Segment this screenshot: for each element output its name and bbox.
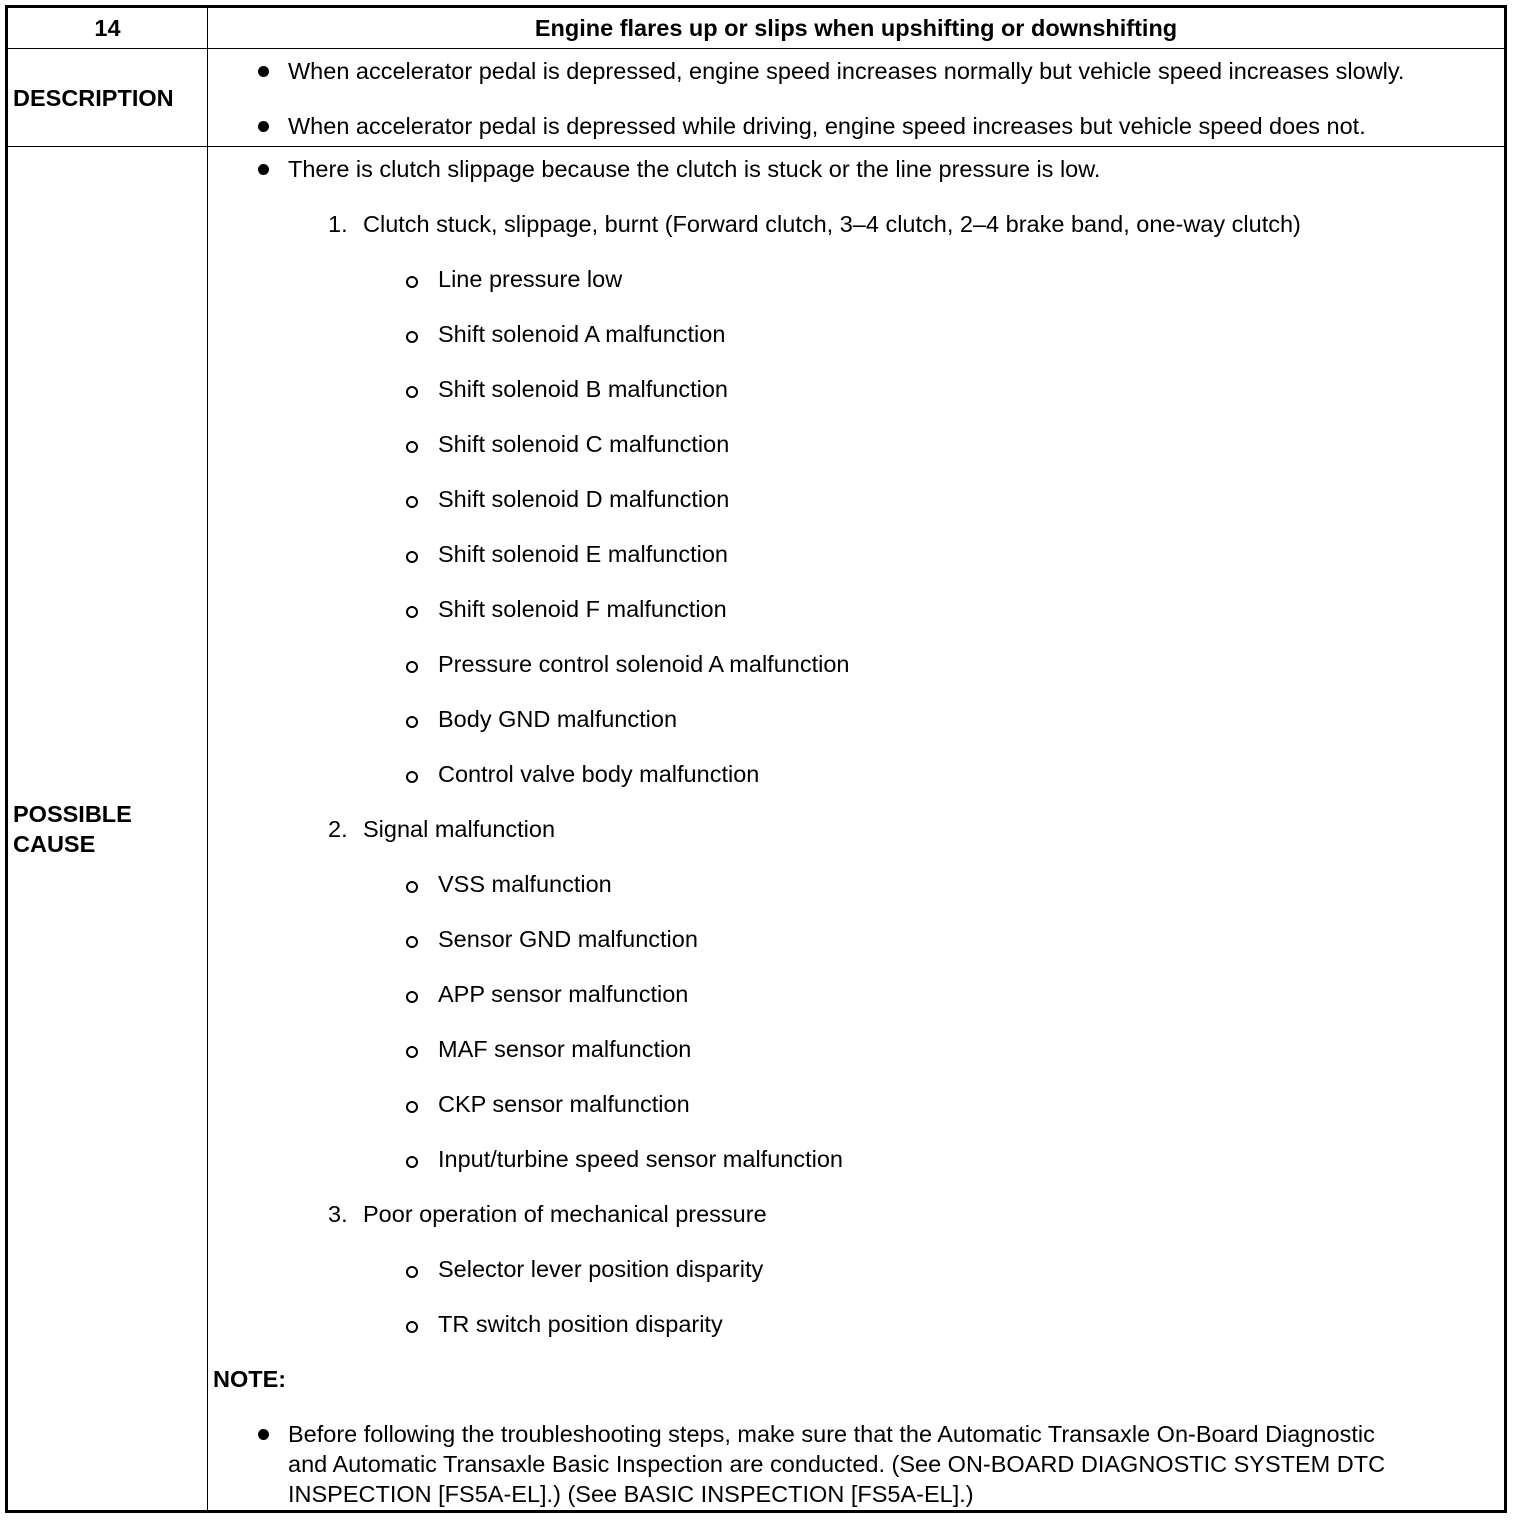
circle-bullet-icon	[406, 386, 418, 398]
circle-bullet-icon	[406, 661, 418, 673]
cause-group-number: 3.	[328, 1201, 348, 1227]
circle-bullet-icon	[406, 496, 418, 508]
cause-item: VSS malfunction	[438, 871, 612, 897]
cause-item: Body GND malfunction	[438, 706, 678, 732]
cause-item: Shift solenoid E malfunction	[438, 541, 728, 567]
description-label: DESCRIPTION	[13, 85, 174, 111]
cause-item: Line pressure low	[438, 266, 623, 292]
cause-item: APP sensor malfunction	[438, 981, 689, 1007]
description-item: When accelerator pedal is depressed, engine speed increases normally but vehicle speed increases slowly.	[288, 58, 1405, 84]
circle-bullet-icon	[406, 1156, 418, 1168]
cause-group-number: 2.	[328, 816, 348, 842]
bullet-icon	[258, 121, 269, 132]
circle-bullet-icon	[406, 1101, 418, 1113]
description-divider	[8, 146, 1504, 147]
circle-bullet-icon	[406, 606, 418, 618]
circle-bullet-icon	[406, 331, 418, 343]
bullet-icon	[258, 164, 269, 175]
cause-group-title: Poor operation of mechanical pressure	[363, 1201, 767, 1227]
circle-bullet-icon	[406, 771, 418, 783]
circle-bullet-icon	[406, 551, 418, 563]
cause-item: Control valve body malfunction	[438, 761, 760, 787]
cause-item: Input/turbine speed sensor malfunction	[438, 1146, 843, 1172]
circle-bullet-icon	[406, 936, 418, 948]
cause-group-title: Clutch stuck, slippage, burnt (Forward clutch, 3–4 clutch, 2–4 brake band, one-way clutch)	[363, 211, 1301, 237]
cause-group-number: 1.	[328, 211, 348, 237]
bullet-icon	[258, 66, 269, 77]
cause-item: MAF sensor malfunction	[438, 1036, 692, 1062]
circle-bullet-icon	[406, 441, 418, 453]
note-line: INSPECTION [FS5A-EL].) (See BASIC INSPECTION [FS5A-EL].)	[288, 1481, 974, 1507]
circle-bullet-icon	[406, 716, 418, 728]
circle-bullet-icon	[406, 991, 418, 1003]
note-label: NOTE:	[213, 1366, 287, 1392]
note-line: Before following the troubleshooting steps, make sure that the Automatic Transaxle On-Board Diagnostic	[288, 1421, 1375, 1447]
symptom-number: 14	[94, 15, 121, 41]
circle-bullet-icon	[406, 1046, 418, 1058]
circle-bullet-icon	[406, 1266, 418, 1278]
possible-cause-label-line1: POSSIBLE	[13, 801, 132, 827]
cause-item: Sensor GND malfunction	[438, 926, 698, 952]
circle-bullet-icon	[406, 881, 418, 893]
cause-item: Pressure control solenoid A malfunction	[438, 651, 850, 677]
symptom-title: Engine flares up or slips when upshifting or downshifting	[534, 15, 1178, 41]
cause-item: Shift solenoid B malfunction	[438, 376, 728, 402]
note-line: and Automatic Transaxle Basic Inspection are conducted. (See ON-BOARD DIAGNOSTIC SYSTEM DTC	[288, 1451, 1386, 1477]
cause-group-title: Signal malfunction	[363, 816, 556, 842]
column-divider	[207, 8, 208, 1510]
cause-item: CKP sensor malfunction	[438, 1091, 690, 1117]
troubleshooting-table	[5, 5, 1507, 1513]
possible-cause-label-line2: CAUSE	[13, 831, 96, 857]
cause-item: Shift solenoid F malfunction	[438, 596, 727, 622]
cause-item: Selector lever position disparity	[438, 1256, 764, 1282]
cause-item: TR switch position disparity	[438, 1311, 723, 1337]
cause-item: Shift solenoid C malfunction	[438, 431, 730, 457]
header-divider	[8, 48, 1504, 49]
circle-bullet-icon	[406, 1321, 418, 1333]
cause-intro: There is clutch slippage because the clutch is stuck or the line pressure is low.	[288, 156, 1101, 182]
bullet-icon	[258, 1429, 269, 1440]
description-item: When accelerator pedal is depressed while driving, engine speed increases but vehicle speed does not.	[288, 113, 1366, 139]
circle-bullet-icon	[406, 276, 418, 288]
cause-item: Shift solenoid D malfunction	[438, 486, 730, 512]
cause-item: Shift solenoid A malfunction	[438, 321, 726, 347]
